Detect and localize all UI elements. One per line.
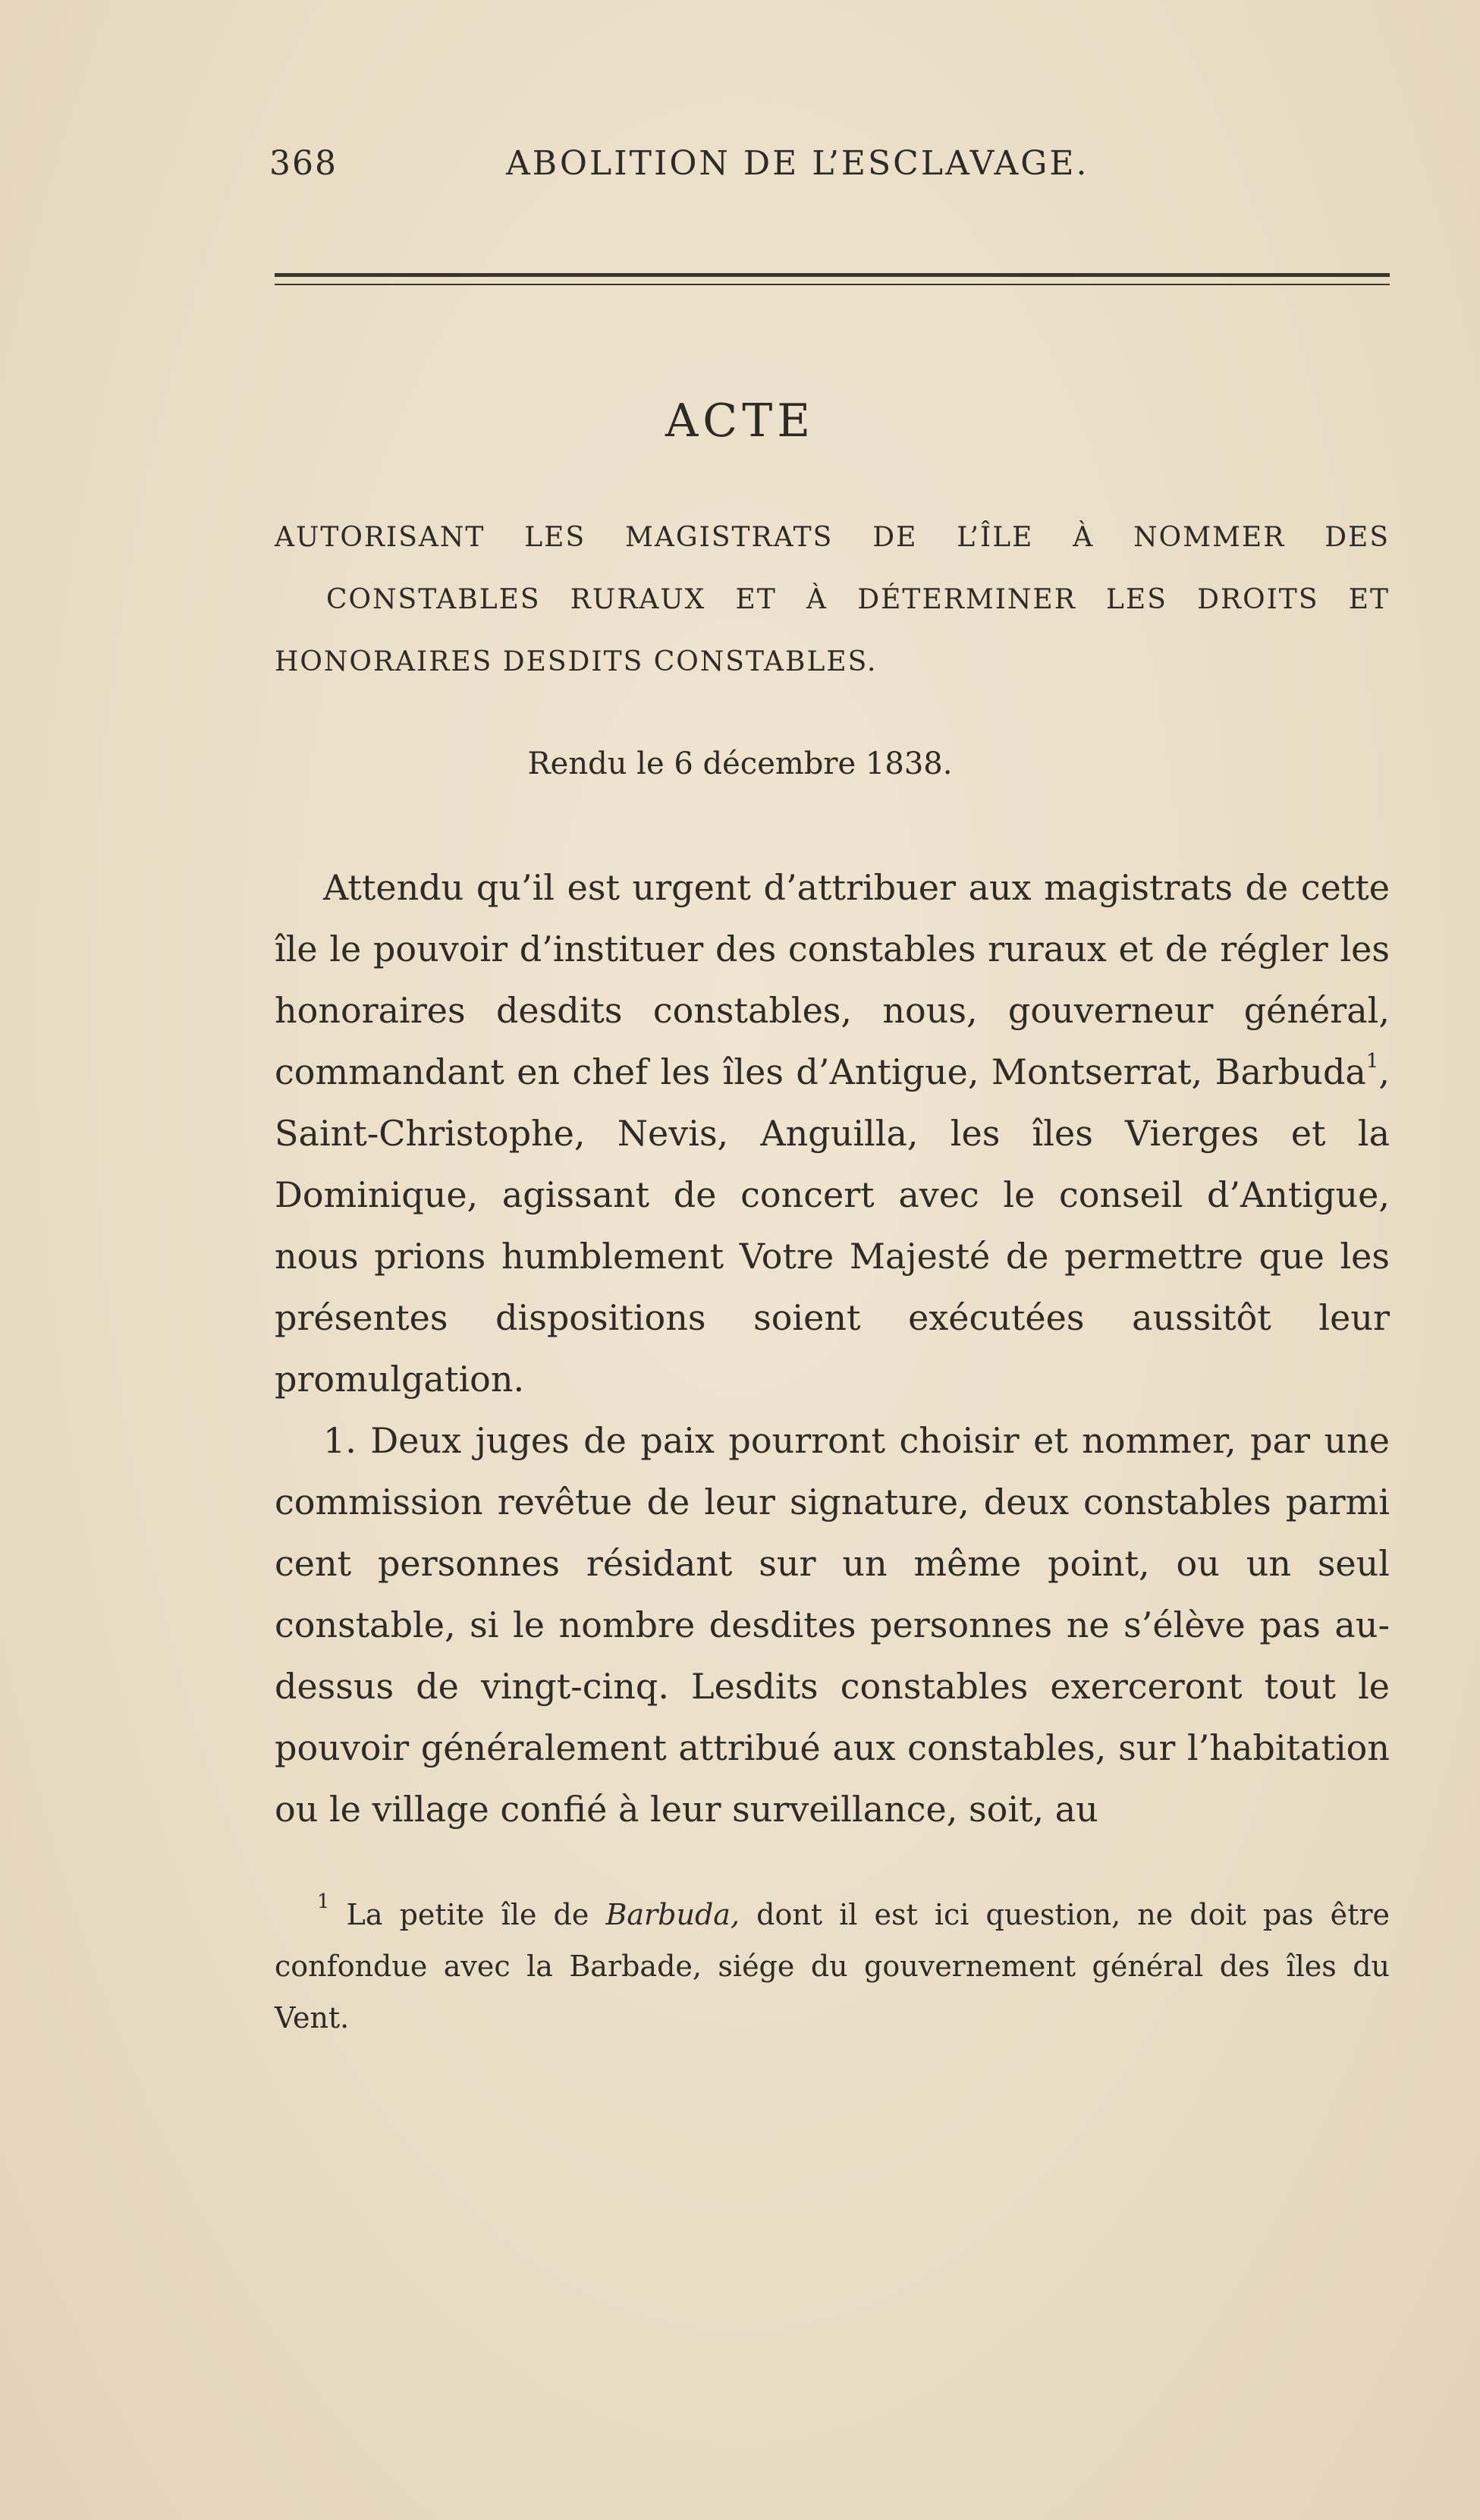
header-rule-thin [275, 284, 1390, 285]
footnote-reference: 1 [1365, 1050, 1379, 1073]
subtitle-line-3: HONORAIRES DESDITS CONSTABLES. [275, 646, 878, 677]
paragraph-article-1: 1. Deux juges de paix pourront choisir et nommer, par une commission revêtue de leur signature, deux constables parmi cent personnes résidant sur un même point, ou un seul constable, si le nombre desdites personnes ne s’élève pas au-dessus de vingt-cinq. Lesdits constables exerceront tout le pouvoir généralement attribué aux constables, sur l’habitation ou le village confié à leur surveillance, soit, au [275, 1420, 1390, 1830]
preamble-text-1: Attendu qu’il est urgent d’attribuer aux magistrats de cette île le pouvoir d’instituer des constables ruraux et de régler les honoraires desdits constables, nous, gouverneur général, commandant en chef les îles d’Antigue, Montserrat, Barbuda [275, 867, 1390, 1092]
page-header [269, 144, 1149, 190]
footnote-italic: Barbuda, [605, 1898, 740, 1931]
subtitle-line-2: CONSTABLES RURAUX ET À DÉTERMINER LES DROITS ET [326, 584, 1390, 615]
footnote [275, 1889, 1390, 2044]
act-subtitle [275, 507, 1390, 693]
footnote-text-2: dont il est ici question, ne doit pas être confondue avec la Barbade, siége du gouvernement général des îles du Vent. [275, 1898, 1390, 2035]
body-text [275, 857, 1390, 1840]
act-title: ACTE [665, 394, 815, 448]
page-number: 368 [269, 144, 338, 183]
preamble-text-2: , Saint-Christophe, Nevis, Anguilla, les îles Vierges et la Dominique, agissant de concert avec le conseil d’Antigue, nous prions humblement Votre Majesté de permettre que les présentes dispositions soient exécutées aussitôt leur promulgation. [275, 1051, 1390, 1400]
subtitle-line-1: AUTORISANT LES MAGISTRATS DE L’ÎLE À NOMMER DES [275, 522, 1390, 553]
act-date: Rendu le 6 décembre 1838. [527, 746, 953, 781]
footnote-text-1: La petite île de [329, 1898, 606, 1931]
running-title: ABOLITION DE L’ESCLAVAGE. [506, 144, 1089, 183]
paragraph-preamble [275, 857, 1390, 1410]
footnote-marker: 1 [317, 1890, 330, 1913]
header-rule-thick [275, 273, 1390, 277]
